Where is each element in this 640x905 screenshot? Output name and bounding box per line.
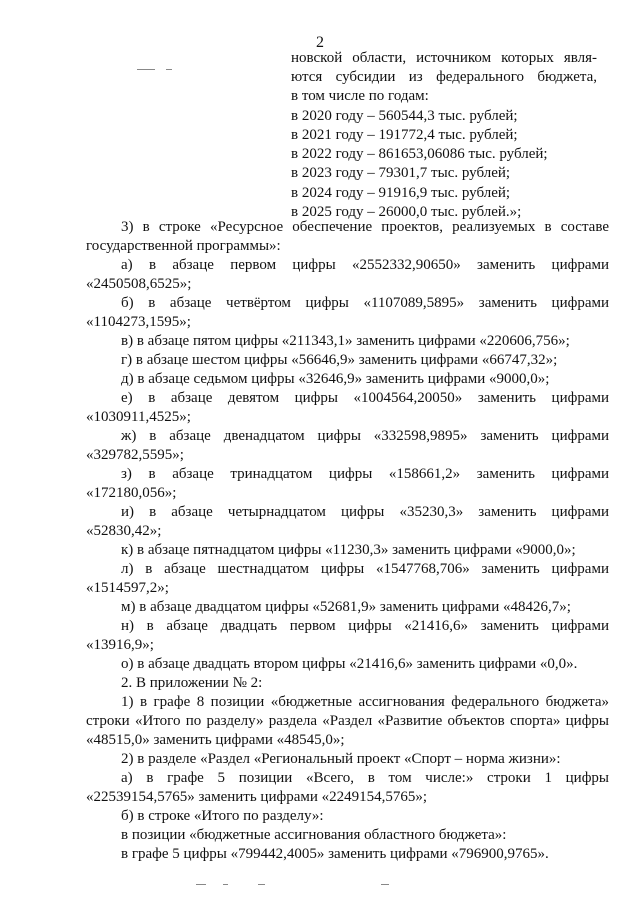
text-line: л) в абзаце шестнадцатом цифры «1547768,706» заменить цифрами	[121, 561, 609, 577]
text-line: ж) в абзаце двенадцатом цифры «332598,9895» заменить цифрами	[121, 428, 609, 444]
text-line: «22539154,5765» заменить цифрами «2249154,5765»;	[86, 789, 428, 805]
text-line: н) в абзаце двадцать первом цифры «21416,6» заменить цифрами	[121, 618, 609, 634]
text-line: «52830,42»;	[86, 523, 162, 539]
text-line: новской области, источником которых явля-	[291, 50, 597, 66]
text-line: д) в абзаце седьмом цифры «32646,9» заменить цифрами «9000,0»;	[121, 371, 550, 387]
text-line: 3) в строке «Ресурсное обеспечение проектов, реализуемых в составе	[121, 219, 609, 235]
text-line: в графе 5 цифры «799442,4005» заменить цифрами «796900,9765».	[121, 846, 549, 862]
text-line: в 2020 году – 560544,3 тыс. рублей;	[291, 108, 518, 124]
scan-speck	[381, 884, 389, 885]
text-line: 1) в графе 8 позиции «бюджетные ассигнования федерального бюджета»	[121, 694, 609, 710]
text-line: к) в абзаце пятнадцатом цифры «11230,3» заменить цифрами «9000,0»;	[121, 542, 576, 558]
text-line: б) в строке «Итого по разделу»:	[121, 808, 324, 824]
text-line: в 2022 году – 861653,06086 тыс. рублей;	[291, 146, 548, 162]
text-line: о) в абзаце двадцать втором цифры «21416,6» заменить цифрами «0,0».	[121, 656, 578, 672]
text-line: б) в абзаце четвёртом цифры «1107089,5895» заменить цифрами	[121, 295, 609, 311]
text-line: «48515,0» заменить цифрами «48545,0»;	[86, 732, 345, 748]
text-line: г) в абзаце шестом цифры «56646,9» заменить цифрами «66747,32»;	[121, 352, 558, 368]
scan-speck	[196, 884, 206, 885]
text-line: «1514597,2»;	[86, 580, 169, 596]
text-line: 2. В приложении № 2:	[121, 675, 263, 691]
text-line: з) в абзаце тринадцатом цифры «158661,2» заменить цифрами	[121, 466, 609, 482]
text-line: и) в абзаце четырнадцатом цифры «35230,3» заменить цифрами	[121, 504, 609, 520]
text-line: «2450508,6525»;	[86, 276, 192, 292]
text-line: в том числе по годам:	[291, 88, 429, 104]
text-line: а) в абзаце первом цифры «2552332,90650» заменить цифрами	[121, 257, 609, 273]
text-line: а) в графе 5 позиции «Всего, в том числе:» строки 1 цифры	[121, 770, 609, 786]
text-line: в) в абзаце пятом цифры «211343,1» заменить цифрами «220606,756»;	[121, 333, 570, 349]
scan-speck	[166, 69, 172, 70]
text-line: 2) в разделе «Раздел «Региональный проект «Спорт – норма жизни»:	[121, 751, 561, 767]
text-line: в позиции «бюджетные ассигнования областного бюджета»:	[121, 827, 507, 843]
page-number: 2	[316, 34, 324, 51]
text-line: в 2023 году – 79301,7 тыс. рублей;	[291, 165, 511, 181]
text-line: строки «Итого по разделу» раздела «Раздел «Развитие объектов спорта» цифры	[86, 713, 609, 729]
text-line: м) в абзаце двадцатом цифры «52681,9» заменить цифрами «48426,7»;	[121, 599, 571, 615]
scan-speck	[258, 884, 265, 885]
text-line: государственной программы»:	[86, 238, 281, 254]
text-line: в 2024 году – 91916,9 тыс. рублей;	[291, 185, 511, 201]
text-line: «1030911,4525»;	[86, 409, 191, 425]
text-line: ются субсидии из федерального бюджета,	[291, 69, 597, 85]
text-line: в 2025 году – 26000,0 тыс. рублей.»;	[291, 204, 522, 220]
text-line: е) в абзаце девятом цифры «1004564,20050» заменить цифрами	[121, 390, 609, 406]
text-line: «13916,9»;	[86, 637, 154, 653]
scan-speck	[137, 69, 155, 70]
text-line: в 2021 году – 191772,4 тыс. рублей;	[291, 127, 518, 143]
scan-speck	[223, 884, 228, 885]
text-line: «1104273,1595»;	[86, 314, 191, 330]
text-line: «172180,056»;	[86, 485, 177, 501]
text-line: «329782,5595»;	[86, 447, 184, 463]
